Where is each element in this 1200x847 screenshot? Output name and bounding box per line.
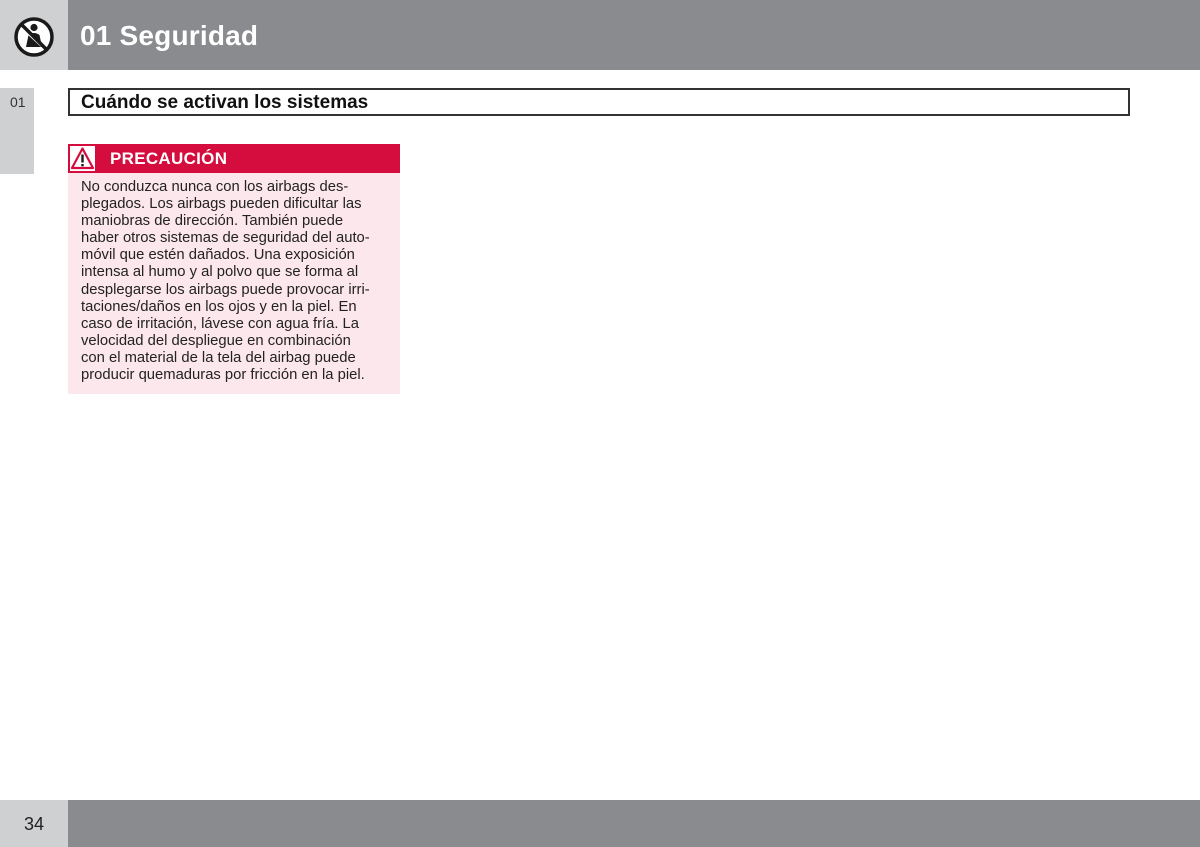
warning-text-line: velocidad del despliegue en combinación xyxy=(81,332,351,349)
warning-header xyxy=(68,144,400,173)
footer-page-panel xyxy=(0,800,68,847)
warning-text-line: con el material de la tela del airbag puede xyxy=(81,349,356,366)
section-heading-box xyxy=(68,88,1130,116)
page-number: 34 xyxy=(24,814,45,834)
chapter-side-tab xyxy=(0,88,34,174)
section-heading: Cuándo se activan los sistemas xyxy=(81,92,369,113)
warning-text-line: móvil que estén dañados. Una exposición xyxy=(81,247,355,264)
warning-text-line: desplegarse los airbags puede provocar irri- xyxy=(81,281,370,298)
warning-box xyxy=(68,144,400,394)
warning-title: PRECAUCIÓN xyxy=(110,149,228,168)
warning-text-line: taciones/daños en los ojos y en la piel. En xyxy=(81,298,357,315)
warning-text xyxy=(81,179,391,384)
warning-icon-container xyxy=(70,146,95,171)
warning-text-line: producir quemaduras por fricción en la piel. xyxy=(81,367,365,384)
warning-text-line: intensa al humo y al polvo que se forma al xyxy=(81,264,359,281)
warning-text-line: plegados. Los airbags pueden dificultar las xyxy=(81,196,362,213)
warning-triangle-icon xyxy=(70,146,95,171)
header-icon-panel xyxy=(0,0,68,70)
warning-text-line: haber otros sistemas de seguridad del auto- xyxy=(81,230,370,247)
seatbelt-prohibited-icon xyxy=(13,16,55,58)
footer-bar xyxy=(68,800,1200,847)
warning-text-line: No conduzca nunca con los airbags des- xyxy=(81,179,349,195)
chapter-tab-label: 01 xyxy=(10,94,26,110)
chapter-title: 01 Seguridad xyxy=(80,20,259,51)
header-bar xyxy=(68,0,1200,70)
warning-text-line: caso de irritación, lávese con agua fría. La xyxy=(81,315,360,332)
warning-text-line: maniobras de dirección. También puede xyxy=(81,213,344,230)
